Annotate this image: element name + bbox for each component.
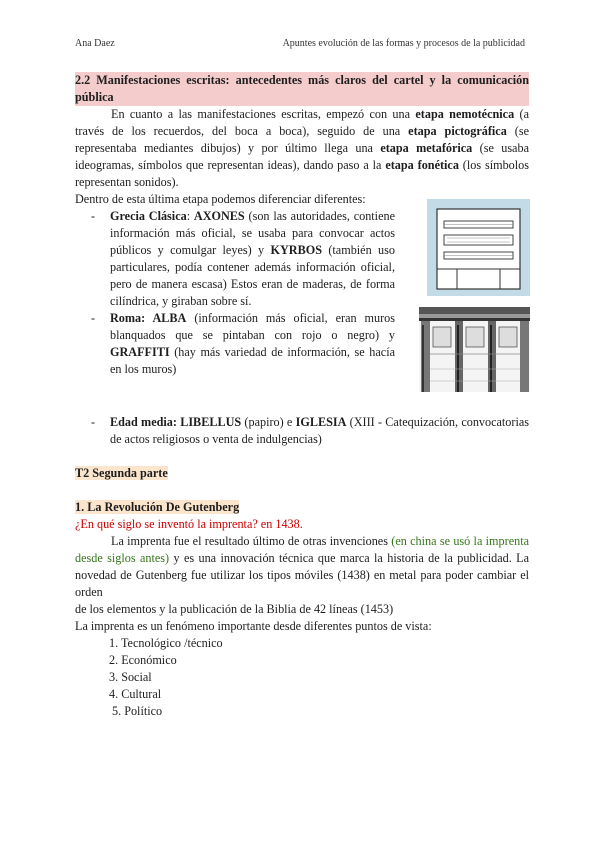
paragraph: de los elementos y la publicación de la Biblia de 42 líneas (1453): [75, 602, 394, 616]
list-item: 4. Cultural: [109, 687, 162, 701]
viewpoints-list: [75, 635, 529, 720]
list-item-roma: - Roma: ALBA (información más oficial, eran muros blanquados que se pintaban con rojo o negro) y GRAFFITI (hay más variedad de información, se hacía en los muros): [75, 310, 395, 378]
list-item-edad-media: - Edad media: LIBELLUS (papiro) e IGLESIA (XIII - Catequización, convocatorias de actos religiosos o venta de indulgencias): [75, 414, 529, 448]
list-item: 1. Tecnológico /técnico: [109, 636, 223, 650]
header-author: Ana Daez: [75, 38, 115, 49]
list-item: 3. Social: [109, 670, 152, 684]
paragraph: En cuanto a las manifestaciones escritas, empezó con una etapa nemotécnica (a través de los recuerdos, del boca a boca), seguido de una etapa pictográfica (se representaba mediantes dibujos) y por último llega una etapa metafórica (se usaba ideogramas, símbolos que representan ideas), dando paso a la etapa fonética (los símbolos representan sonidos).: [75, 107, 529, 189]
paragraph: La imprenta fue el resultado último de otras invenciones (en china se usó la imprenta desde siglos antes) y es una innovación técnica que marca la historia de la publicidad. La novedad de Gutenberg fue utilizar los tipos móviles (1438) en metal para poder cambiar el orden: [75, 534, 529, 599]
stages-list: [75, 208, 395, 378]
list-item: 2. Económico: [109, 653, 177, 667]
list-item: 5. Político: [112, 704, 163, 718]
document-body: [75, 72, 529, 720]
t2-heading: T2 Segunda parte: [75, 466, 168, 480]
list-item-grecia: - Grecia Clásica: AXONES (son las autoridades, contiene información más oficial, se usaba para convocar actos públicos y comulgar leyes) y KYRBOS (también uso particulares, podía contener además información oficial, pero de manera escasa) Estos eran de maderas, de forma cilíndrica, y giraban sobre sí.: [75, 208, 395, 310]
section-heading-gutenberg: 1. La Revolución De Gutenberg: [75, 500, 240, 514]
header-title: Apuntes evolución de las formas y procesos de la publicidad: [282, 38, 525, 49]
stages-list-2: [75, 414, 529, 448]
paragraph: La imprenta es un fenómeno importante desde diferentes puntos de vista:: [75, 619, 432, 633]
section-heading: 2.2 Manifestaciones escritas: antecedentes más claros del cartel y la comunicación pública: [75, 73, 529, 104]
paragraph: Dentro de esta última etapa podemos diferenciar diferentes:: [75, 192, 366, 206]
question-text: ¿En qué siglo se inventó la imprenta? en 1438.: [75, 517, 303, 531]
